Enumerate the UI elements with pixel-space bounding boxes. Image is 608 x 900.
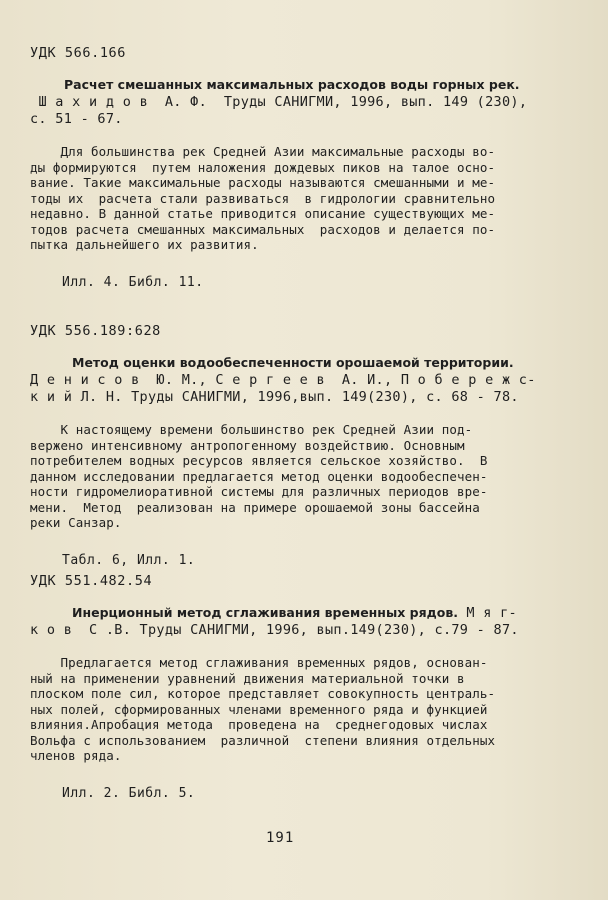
abstract-entry-3 <box>30 572 570 801</box>
abstract-entry-1 <box>30 44 570 290</box>
article-title: Расчет смешанных максимальных расходов воды горных рек. <box>64 77 520 92</box>
udk-code: УДК 566.166 <box>30 45 127 61</box>
illustrations-references: Илл. 4. Библ. 11. <box>62 274 204 290</box>
article-title: Инерционный метод сглаживания временных рядов. <box>72 605 458 620</box>
udk-code: УДК 556.189:628 <box>30 323 161 339</box>
citation <box>30 76 570 128</box>
abstract-text: К настоящему времени большинство рек Средней Азии под- вержено интенсивному антропогенному воздействию. Основным потребителем водных ресурсов является сельское хозяйство. В данном исследовании предлагается метод оценки водообеспечен- ности гидромелиоративной системы для различных периодов вре- мени. Метод реализован на примере орошаемой зоны бассейна реки Санзар. <box>30 422 488 530</box>
illustrations-references: Илл. 2. Библ. 5. <box>62 785 196 801</box>
authors-source: Д е н и с о в Ю. М., С е р г е е в А. И., П о б е р е ж с- к и й Л. Н. Труды САНИГМИ, 1996,вып. 149(230), с. 68 - 78. <box>30 372 536 405</box>
authors-source: М я г- к о в С .В. Труды САНИГМИ, 1996, вып.149(230), с.79 - 87. <box>30 605 519 638</box>
abstract-entry-2 <box>30 322 570 568</box>
page-number: 191 <box>266 830 295 846</box>
citation <box>30 354 570 406</box>
citation <box>30 604 570 639</box>
authors-source: Ш а х и д о в А. Ф. Труды САНИГМИ, 1996, вып. 149 (230), с. 51 - 67. <box>30 94 528 127</box>
abstract-text: Для большинства рек Средней Азии максимальные расходы во- ды формируются путем наложения дождевых пиков на талое осно- вание. Такие максимальные расходы называются смешанными и ме- тоды их расчета стали развиваться в гидрологии сравнительно недавно. В данной статье приводится описание существующих ме- тодов расчета смешанных максимальных расходов и делается по- пытка дальнейшего их развития. <box>30 144 496 252</box>
udk-code: УДК 551.482.54 <box>30 573 153 589</box>
illustrations-references: Табл. 6, Илл. 1. <box>62 552 196 568</box>
abstract-text: Предлагается метод сглаживания временных рядов, основан- ный на применении уравнений движения материальной точки в плоском поле сил, которое представляет совокупность централь- ных полей, сформированных членами временного ряда и функцией влияния.Апробация метода проведена на среднегодовых числах Вольфа с использованием различной степени влияния отдельных членов ряда. <box>30 655 496 763</box>
article-title: Метод оценки водообеспеченности орошаемой территории. <box>72 355 514 370</box>
